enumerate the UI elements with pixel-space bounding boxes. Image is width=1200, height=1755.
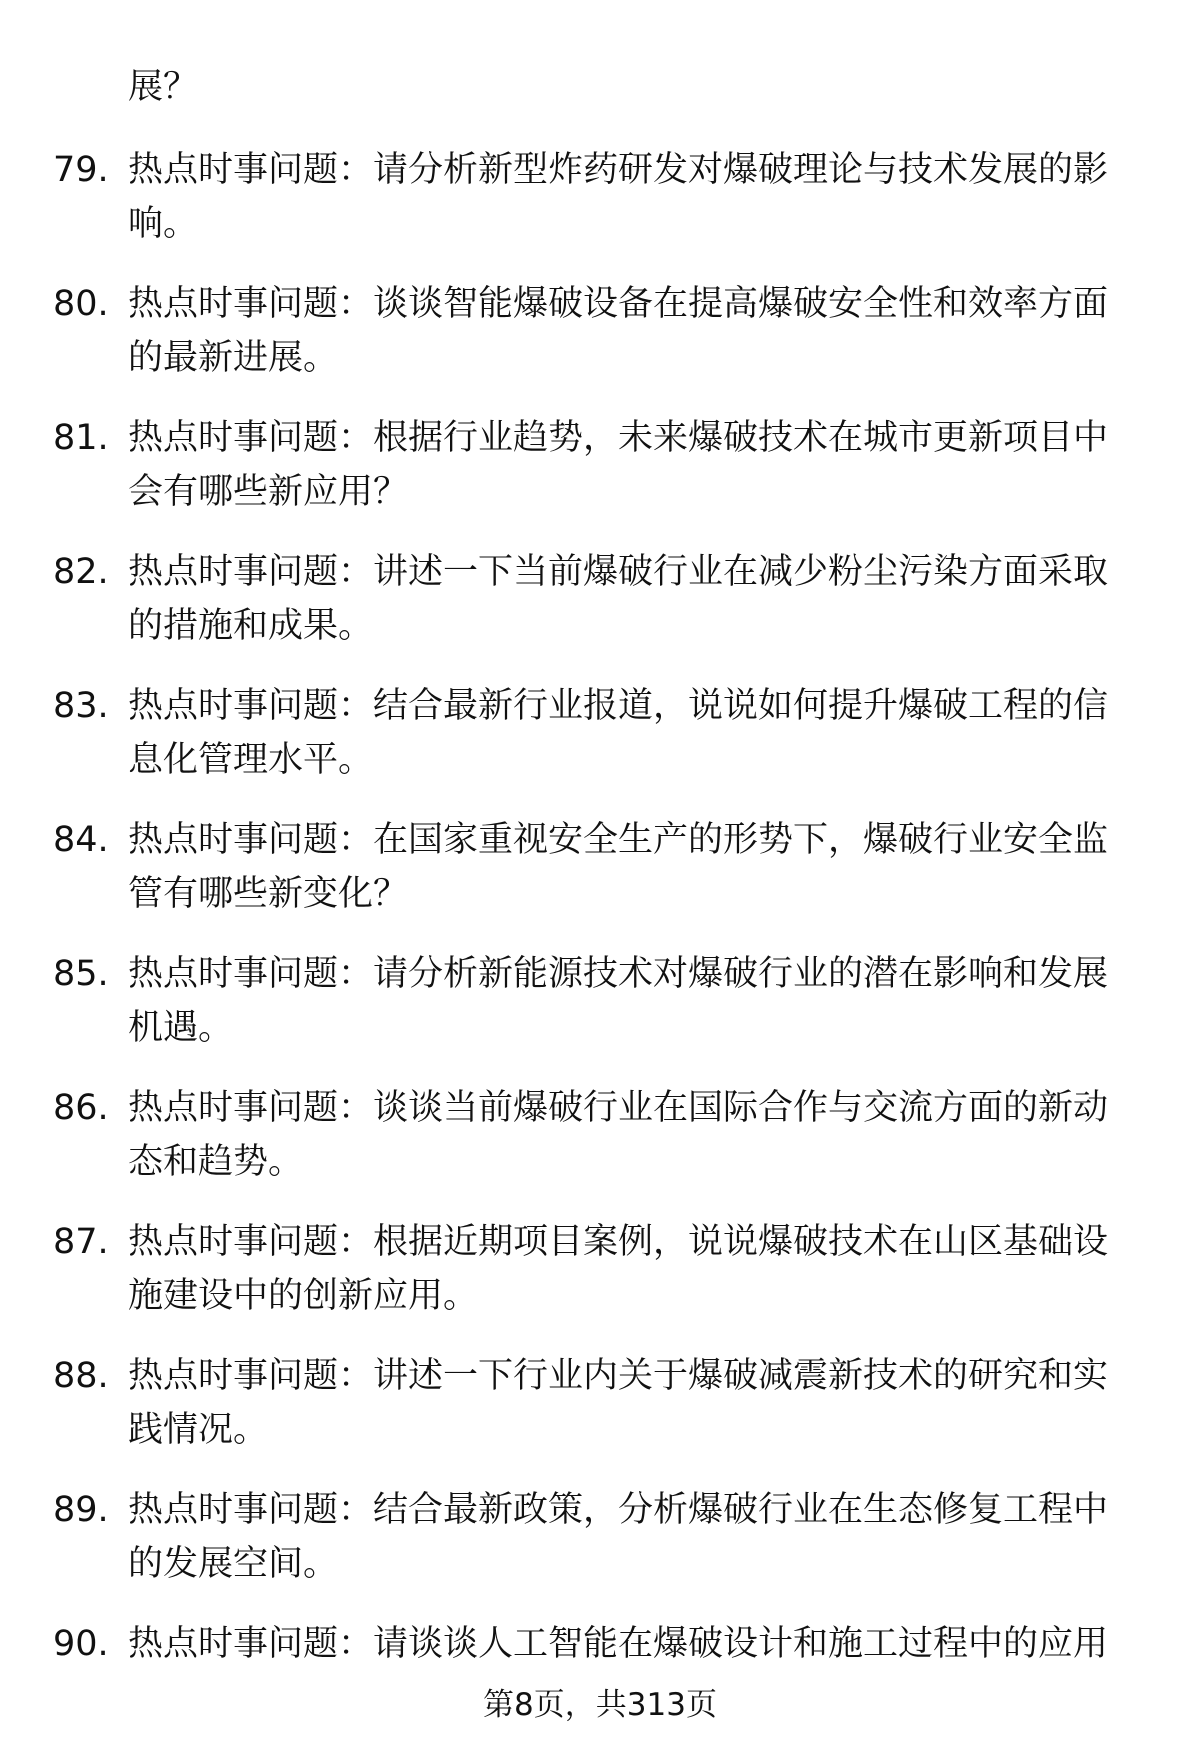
question-item-83 (0, 679, 1200, 813)
question-text: 热点时事问题：在国家重视安全生产的形势下，爆破行业安全监管有哪些新变化？ (128, 820, 1109, 914)
question-item-86 (0, 1081, 1200, 1215)
question-item-82 (0, 545, 1200, 679)
page-footer: 第8页，共313页 (483, 1687, 717, 1723)
question-text: 热点时事问题：结合最新政策，分析爆破行业在生态修复工程中的发展空间。 (128, 1490, 1109, 1584)
question-item-80 (0, 277, 1200, 411)
question-text: 热点时事问题：根据行业趋势，未来爆破技术在城市更新项目中会有哪些新应用？ (128, 418, 1109, 512)
question-number: 83. (53, 686, 109, 726)
question-text: 热点时事问题：谈谈当前爆破行业在国际合作与交流方面的新动态和趋势。 (128, 1088, 1109, 1182)
continued-question-text: 展？ (128, 67, 199, 107)
question-number: 79. (53, 150, 109, 190)
question-number: 86. (53, 1088, 109, 1128)
question-text: 热点时事问题：请分析新能源技术对爆破行业的潜在影响和发展机遇。 (128, 954, 1109, 1048)
question-item-90 (0, 1617, 1200, 1751)
question-item-85 (0, 947, 1200, 1081)
question-number: 87. (53, 1222, 109, 1262)
question-number: 84. (53, 820, 109, 860)
question-item-81 (0, 411, 1200, 545)
question-number: 80. (53, 284, 109, 324)
question-number: 90. (53, 1624, 109, 1664)
question-number: 81. (53, 418, 109, 458)
question-number: 88. (53, 1356, 109, 1396)
question-number: 89. (53, 1490, 109, 1530)
question-text: 热点时事问题：讲述一下当前爆破行业在减少粉尘污染方面采取的措施和成果。 (128, 552, 1109, 646)
question-item-84 (0, 813, 1200, 947)
question-text: 热点时事问题：请谈谈人工智能在爆破设计和施工过程中的应用 (128, 1624, 1109, 1664)
question-text: 热点时事问题：请分析新型炸药研发对爆破理论与技术发展的影响。 (128, 150, 1109, 244)
question-item-89 (0, 1483, 1200, 1617)
question-text: 热点时事问题：根据近期项目案例，说说爆破技术在山区基础设施建设中的创新应用。 (128, 1222, 1109, 1316)
question-text: 热点时事问题：讲述一下行业内关于爆破减震新技术的研究和实践情况。 (128, 1356, 1109, 1450)
question-number: 85. (53, 954, 109, 994)
question-item-87 (0, 1215, 1200, 1349)
question-text: 热点时事问题：结合最新行业报道，说说如何提升爆破工程的信息化管理水平。 (128, 686, 1109, 780)
question-text: 热点时事问题：谈谈智能爆破设备在提高爆破安全性和效率方面的最新进展。 (128, 284, 1109, 378)
question-item-79 (0, 143, 1200, 277)
question-list (0, 143, 1200, 1751)
question-item-88 (0, 1349, 1200, 1483)
question-number: 82. (53, 552, 109, 592)
